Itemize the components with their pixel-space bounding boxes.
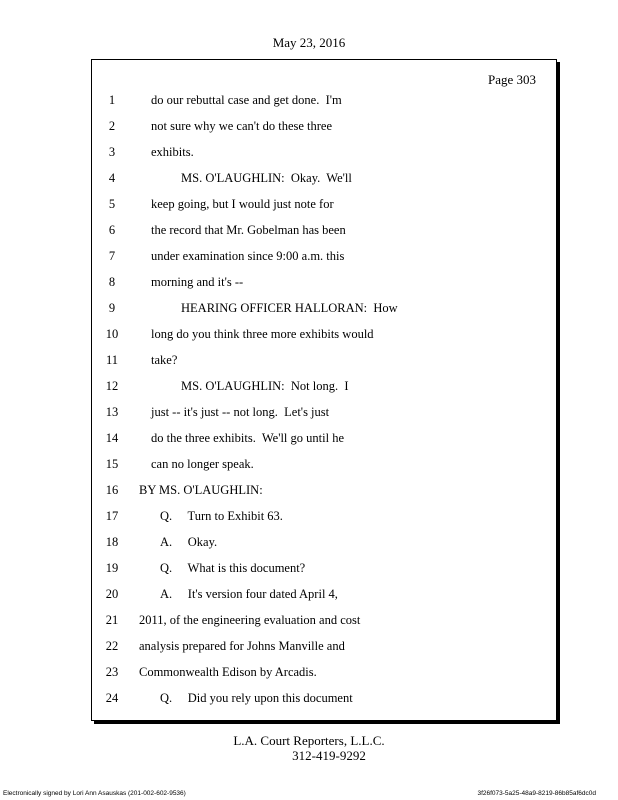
line-text: can no longer speak. [151,457,254,471]
line-number: 11 [105,353,119,367]
line-text: HEARING OFFICER HALLORAN: How [181,301,398,315]
line-number: 13 [105,405,119,419]
line-number: 10 [105,327,119,341]
line-text: morning and it's -- [151,275,244,289]
line-number: 20 [105,587,119,601]
line-number: 19 [105,561,119,575]
line-number: 2 [108,119,116,133]
line-number: 14 [105,431,119,445]
line-text: do the three exhibits. We'll go until he [151,431,344,445]
line-text: analysis prepared for Johns Manville and [139,639,345,653]
line-number: 12 [105,379,119,393]
line-text: Q. Turn to Exhibit 63. [160,509,283,523]
line-text: Q. Did you rely upon this document [160,691,353,705]
document-hash: 3f26f073-5a25-48a9-8219-86b85af6dc0d [477,790,596,797]
line-text: Q. What is this document? [160,561,306,575]
line-text: A. Okay. [160,535,218,549]
line-text: MS. O'LAUGHLIN: Not long. I [181,379,349,393]
line-text: do our rebuttal case and get done. I'm [151,93,342,107]
line-number: 24 [105,691,119,705]
line-number: 22 [105,639,119,653]
line-number: 6 [108,223,116,237]
line-text: long do you think three more exhibits would [151,327,374,341]
line-text: exhibits. [151,145,194,159]
line-text: keep going, but I would just note for [151,197,334,211]
line-text: take? [151,353,178,367]
line-text: under examination since 9:00 a.m. this [151,249,345,263]
line-number: 9 [108,301,116,315]
line-number: 8 [108,275,116,289]
line-number: 17 [105,509,119,523]
line-text: 2011, of the engineering evaluation and cost [139,613,361,627]
reporter-company: L.A. Court Reporters, L.L.C. [233,733,385,748]
line-text: just -- it's just -- not long. Let's just [151,405,330,419]
line-number: 4 [108,171,116,185]
line-number: 3 [108,145,116,159]
page-number: Page 303 [487,72,536,87]
transcript-page-box [91,59,557,721]
line-text: Commonwealth Edison by Arcadis. [139,665,317,679]
line-number: 15 [105,457,119,471]
line-number: 16 [105,483,119,497]
transcript-date: May 23, 2016 [272,35,346,50]
line-number: 18 [105,535,119,549]
line-number: 7 [108,249,116,263]
line-number: 5 [108,197,116,211]
reporter-phone: 312-419-9292 [292,748,366,763]
line-number: 23 [105,665,119,679]
line-text: BY MS. O'LAUGHLIN: [139,483,263,497]
line-number: 1 [108,93,116,107]
line-number: 21 [105,613,119,627]
line-text: not sure why we can't do these three [151,119,333,133]
line-text: A. It's version four dated April 4, [160,587,338,601]
line-text: the record that Mr. Gobelman has been [151,223,346,237]
electronic-signature: Electronically signed by Lori Ann Asauskas (201-002-602-9536) [3,790,186,797]
line-text: MS. O'LAUGHLIN: Okay. We'll [181,171,352,185]
